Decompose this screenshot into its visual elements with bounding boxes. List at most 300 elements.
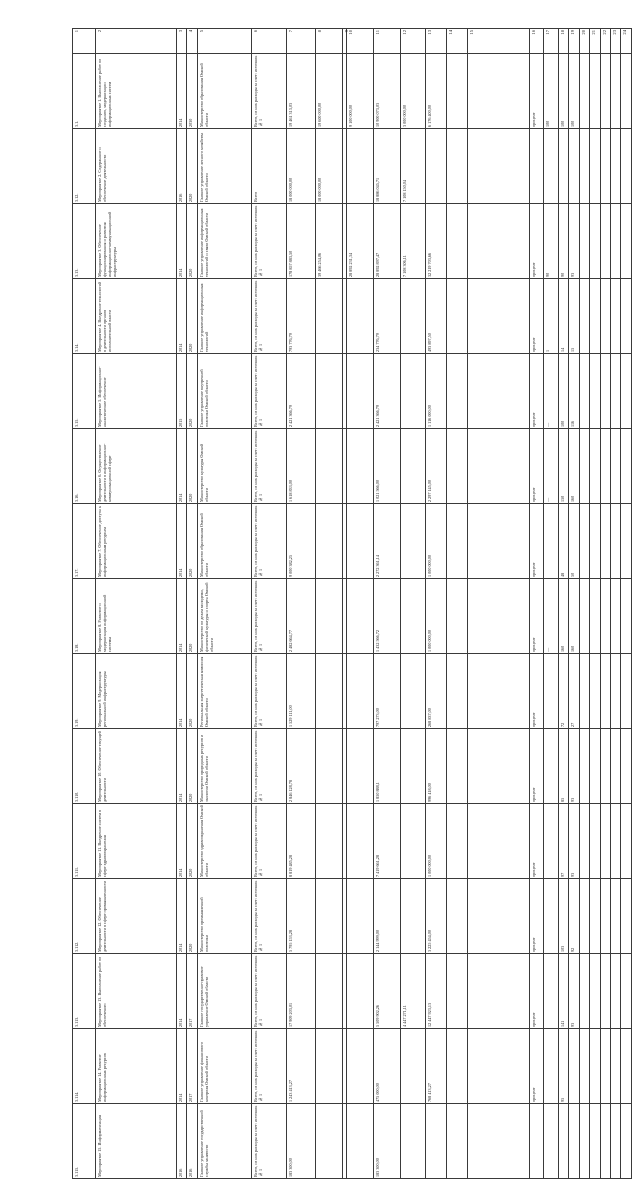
table-cell [621, 804, 632, 879]
table-row [73, 579, 632, 654]
cell-unit: процент [530, 112, 536, 127]
table-cell [197, 879, 251, 954]
table-cell [426, 654, 447, 729]
cell-exec: Главное государственно-правовое управление Омской области [198, 966, 209, 1027]
column-number-header [544, 29, 559, 54]
table-cell [446, 654, 467, 729]
cell-y2: 2020 [188, 193, 194, 202]
cell-e: 768 413,27 [427, 1083, 433, 1102]
table-cell [610, 804, 620, 879]
cell-total: 1 243 413,27 [287, 1080, 293, 1102]
table-cell [529, 54, 544, 129]
cell-name: Мероприятие 11. Внедрение систем в сфере здравоохранения [96, 810, 107, 877]
table-cell [426, 954, 447, 1029]
table-cell [446, 1029, 467, 1104]
table-cell [621, 1104, 632, 1179]
cell-no: 3.114. [74, 1091, 79, 1102]
cell-a [316, 1029, 318, 1103]
column-number-header [401, 29, 426, 54]
cell-c: 2 272 361,14 [375, 555, 381, 577]
table-cell [316, 654, 343, 729]
cell-y2: 2020 [188, 493, 194, 502]
cell-b [347, 879, 349, 953]
cell-y1: 2014 [177, 793, 183, 802]
cell-total: 17 909 203,01 [287, 1002, 293, 1027]
cell-b [347, 1029, 349, 1103]
column-number-label: 20 [580, 30, 586, 35]
table-cell [590, 879, 600, 954]
table-cell [569, 579, 579, 654]
cell-y1: 2014 [177, 268, 183, 277]
table-cell [73, 429, 96, 504]
table-cell [621, 1029, 632, 1104]
column-number-header [569, 29, 579, 54]
cell-name: Мероприятие 12. Обеспечение деятельности в сфере промышленности [96, 880, 107, 952]
table-cell [95, 1104, 176, 1179]
table-cell [569, 129, 579, 204]
table-cell [176, 429, 186, 504]
table-cell [600, 279, 610, 354]
table-cell [176, 129, 186, 204]
table-cell [590, 54, 600, 129]
column-number-header [176, 29, 186, 54]
table-cell [610, 54, 620, 129]
table-cell [544, 1104, 559, 1179]
table-cell [621, 354, 632, 429]
table-cell [251, 579, 286, 654]
cell-v1 [544, 954, 546, 1028]
table-cell [73, 729, 96, 804]
cell-src: Всего, из них расходы за счет: источник № 1 [252, 355, 263, 427]
cell-exec: Главное управление финансового контроля Омской области [198, 1042, 209, 1102]
table-cell [544, 879, 559, 954]
table-cell [529, 504, 544, 579]
table-cell [176, 1029, 186, 1104]
table-cell [529, 129, 544, 204]
table-cell [529, 954, 544, 1029]
cell-d [401, 279, 403, 353]
table-cell [579, 804, 589, 879]
cell-v3: 93 [570, 272, 576, 277]
table-cell [73, 279, 96, 354]
table-cell [286, 579, 315, 654]
table-cell [446, 579, 467, 654]
table-cell [251, 54, 286, 129]
table-cell [544, 204, 559, 279]
cell-v2: 72 [560, 722, 566, 727]
table-cell [374, 279, 401, 354]
table-cell [529, 1029, 544, 1104]
table-row [73, 1104, 632, 1179]
cell-a [316, 354, 318, 428]
table-cell [467, 1029, 529, 1104]
table-cell [426, 729, 447, 804]
cell-name: Мероприятие 14. Развитие информационных ресурсов [96, 1053, 107, 1102]
column-number-label: 12 [402, 30, 408, 35]
table-cell [197, 579, 251, 654]
table-cell [73, 54, 96, 129]
cell-y1: 2016 [177, 193, 183, 202]
table-cell [621, 429, 632, 504]
table-cell [95, 354, 176, 429]
column-number-label: 21 [591, 30, 597, 35]
table-row [73, 354, 632, 429]
cell-no: 3.112. [74, 941, 79, 952]
cell-c: 18 886 045,71 [375, 177, 381, 202]
table-cell [446, 204, 467, 279]
column-number-label: 13 [427, 30, 433, 35]
cell-y2: 2017 [188, 1018, 194, 1027]
cell-src: Всего, из них расходы за счет: источник № 1 [252, 1105, 263, 1177]
cell-a [316, 804, 318, 878]
table-cell [544, 279, 559, 354]
column-number-label: 18 [560, 30, 566, 35]
cell-c: 1 021 566,00 [375, 480, 381, 502]
table-cell [401, 654, 426, 729]
table-cell [600, 954, 610, 1029]
table-cell [426, 279, 447, 354]
table-cell [529, 654, 544, 729]
table-cell [95, 879, 176, 954]
cell-d [401, 429, 403, 503]
cell-name: Мероприятие 15. Информатизация [96, 1115, 102, 1177]
cell-no: 3.115. [74, 1166, 79, 1177]
column-number-header [579, 29, 589, 54]
cell-a [316, 429, 318, 503]
table-cell [426, 429, 447, 504]
cell-total: 2 421 366,79 [287, 405, 293, 427]
table-cell [401, 729, 426, 804]
cell-c: 2 421 366,79 [375, 405, 381, 427]
table-cell [600, 354, 610, 429]
column-number-header [187, 29, 197, 54]
column-number-header [251, 29, 286, 54]
cell-d [401, 654, 403, 728]
table-cell [286, 129, 315, 204]
table-cell [401, 204, 426, 279]
table-cell [621, 504, 632, 579]
table-cell [347, 1104, 374, 1179]
table-cell [579, 354, 589, 429]
table-cell [467, 279, 529, 354]
table-cell [559, 579, 569, 654]
table-cell [347, 429, 374, 504]
table-cell [95, 729, 176, 804]
table-cell [559, 129, 569, 204]
column-number-header [559, 29, 569, 54]
cell-b: 9 100 000,00 [348, 105, 354, 127]
table-cell [187, 729, 197, 804]
cell-v1 [544, 804, 546, 878]
cell-total: 19 461 313,03 [287, 102, 293, 127]
cell-e: 493 897,50 [427, 333, 433, 352]
table-cell [251, 654, 286, 729]
table-cell [401, 1104, 426, 1179]
cell-no: 3.14. [74, 343, 79, 352]
cell-d [401, 504, 403, 578]
table-cell [621, 654, 632, 729]
table-cell [176, 354, 186, 429]
table-cell [426, 354, 447, 429]
column-number-label: 24 [622, 30, 628, 35]
cell-unit: процент [530, 562, 536, 577]
cell-b [347, 129, 349, 203]
table-cell [374, 1104, 401, 1179]
column-number-header [374, 29, 401, 54]
table-cell [529, 579, 544, 654]
table-cell [590, 129, 600, 204]
cell-b [347, 579, 349, 653]
table-row [73, 1029, 632, 1104]
table-cell [610, 279, 620, 354]
table-cell [569, 1029, 579, 1104]
table-cell [374, 954, 401, 1029]
table-row [73, 204, 632, 279]
table-cell [467, 1104, 529, 1179]
cell-total: 793 776,79 [287, 333, 293, 352]
column-number-label: 10 [348, 30, 354, 35]
cell-exec: Министерство природных ресурсов и экологии Омской области [198, 734, 209, 802]
cell-y2: 2020 [188, 943, 194, 952]
cell-exec: Главное управление информационных технологий [198, 283, 209, 352]
table-cell [374, 354, 401, 429]
cell-name: Мероприятие 5. Информационно-аналитическое обеспечение [96, 366, 107, 427]
table-cell [621, 579, 632, 654]
table-cell [559, 654, 569, 729]
table-cell [579, 54, 589, 129]
cell-a [316, 1104, 318, 1178]
rotated-budget-table [72, 28, 632, 1177]
table-cell [559, 804, 569, 879]
table-cell [610, 354, 620, 429]
table-cell [467, 54, 529, 129]
column-number-header [95, 29, 176, 54]
table-cell [73, 504, 96, 579]
table-cell [621, 54, 632, 129]
table-cell [95, 1029, 176, 1104]
cell-total: 9 000 382,25 [287, 555, 293, 577]
cell-b [347, 729, 349, 803]
cell-v1: — [545, 647, 551, 652]
table-cell [347, 54, 374, 129]
cell-a [316, 879, 318, 953]
cell-y1: 2014 [177, 568, 183, 577]
cell-no: 3.12. [74, 193, 79, 202]
table-row [73, 129, 632, 204]
column-number-label: 6 [252, 30, 258, 33]
table-cell [316, 804, 343, 879]
cell-total: 2 846 128,78 [287, 780, 293, 802]
cell-v1: 90 [545, 272, 551, 277]
table-cell [610, 579, 620, 654]
cell-unit: процент [530, 412, 536, 427]
table-row [73, 954, 632, 1029]
table-cell [251, 1029, 286, 1104]
column-number-header [610, 29, 620, 54]
table-cell [529, 204, 544, 279]
table-cell [559, 729, 569, 804]
cell-y1: 2014 [177, 1018, 183, 1027]
table-cell [316, 729, 343, 804]
column-number-header [426, 29, 447, 54]
table-cell [600, 54, 610, 129]
table-cell [401, 804, 426, 879]
cell-total: 2 482 664,77 [287, 630, 293, 652]
table-cell [529, 1104, 544, 1179]
table-cell [197, 1104, 251, 1179]
cell-v2: 160 [560, 645, 566, 652]
table-cell [73, 204, 96, 279]
cell-d: 4 447 271,11 [402, 1005, 408, 1027]
table-cell [197, 1029, 251, 1104]
cell-unit: процент [530, 937, 536, 952]
column-number-header [529, 29, 544, 54]
table-cell [187, 1104, 197, 1179]
column-number-header [590, 29, 600, 54]
cell-v2: 48 [560, 572, 566, 577]
table-cell [544, 354, 559, 429]
table-cell [251, 204, 286, 279]
cell-no: 3.16. [74, 493, 79, 502]
cell-d: 3 000 000,00 [402, 105, 408, 127]
cell-e: 12 447 923,13 [427, 1002, 433, 1027]
cell-total: 1 529 111,00 [287, 705, 293, 727]
cell-c: 183 300,00 [375, 1158, 381, 1177]
table-cell [251, 354, 286, 429]
table-cell [286, 954, 315, 1029]
cell-v1 [544, 129, 546, 203]
table-cell [197, 129, 251, 204]
cell-y1: 2014 [177, 343, 183, 352]
cell-e: 1 000 000,00 [427, 555, 433, 577]
table-cell [610, 954, 620, 1029]
cell-y1: 2014 [177, 493, 183, 502]
table-cell [569, 1104, 579, 1179]
cell-b [347, 954, 349, 1028]
cell-y2: 2020 [188, 268, 194, 277]
table-cell [73, 954, 96, 1029]
table-cell [347, 654, 374, 729]
column-number-label: 9 [344, 30, 350, 33]
cell-total: 18 000 000,00 [287, 177, 293, 202]
cell-name: Мероприятие 2. Содержание и обеспечение деятельности [96, 147, 107, 202]
column-number-header [600, 29, 610, 54]
table-cell [426, 879, 447, 954]
table-cell [559, 954, 569, 1029]
column-number-label: 23 [611, 30, 617, 35]
cell-y2: 2016 [188, 1168, 194, 1177]
table-cell [286, 354, 315, 429]
cell-no: 3.113. [74, 1016, 79, 1027]
cell-c: 28 892 897,47 [375, 252, 381, 277]
cell-exec: Главное управление информационных технологий и связи Омской области [198, 208, 209, 277]
cell-d [401, 1104, 403, 1178]
table-cell [176, 879, 186, 954]
cell-y2: 2020 [188, 568, 194, 577]
table-cell [176, 54, 186, 129]
cell-no: 3.13. [74, 268, 79, 277]
cell-c: 10 900 073,03 [375, 102, 381, 127]
cell-src: Всего, из них расходы за счет: источник № 1 [252, 580, 263, 652]
table-cell [559, 504, 569, 579]
cell-total: 183 300,00 [287, 1158, 293, 1177]
table-cell [73, 879, 96, 954]
cell-unit: процент [530, 1012, 536, 1027]
table-cell [187, 204, 197, 279]
cell-exec: Министерство культуры Омской области [198, 443, 209, 502]
cell-y1: 2016 [177, 1168, 183, 1177]
table-cell [569, 729, 579, 804]
table-cell [559, 354, 569, 429]
table-cell [569, 954, 579, 1029]
cell-unit: процент [530, 1087, 536, 1102]
cell-v2: 103 [560, 945, 566, 952]
table-cell [316, 879, 343, 954]
cell-y2: 2020 [188, 793, 194, 802]
table-cell [187, 954, 197, 1029]
table-cell [95, 129, 176, 204]
cell-src: Всего, из них расходы за счет: источник № 1 [252, 505, 263, 577]
table-cell [374, 729, 401, 804]
cell-exec: Министерство здравоохранения Омской области [198, 805, 209, 877]
table-cell [73, 654, 96, 729]
table-cell [579, 654, 589, 729]
cell-d: 7 108 306,11 [402, 255, 408, 277]
table-cell [187, 654, 197, 729]
table-cell [316, 279, 343, 354]
table-cell [579, 954, 589, 1029]
table-cell [176, 954, 186, 1029]
table-cell [544, 654, 559, 729]
table-cell [347, 504, 374, 579]
table-cell [446, 1104, 467, 1179]
table-cell [569, 654, 579, 729]
cell-e [426, 129, 428, 203]
cell-v3: 160 [570, 645, 576, 652]
table-cell [426, 504, 447, 579]
cell-unit [530, 1104, 532, 1178]
cell-a [316, 504, 318, 578]
cell-exec: Министерство образования Омской области [198, 513, 209, 577]
table-cell [316, 204, 343, 279]
table-cell [187, 129, 197, 204]
table-cell [529, 879, 544, 954]
cell-a [316, 579, 318, 653]
cell-v3 [569, 1104, 571, 1178]
table-cell [590, 729, 600, 804]
table-cell [579, 1104, 589, 1179]
column-number-label: 19 [570, 30, 576, 35]
table-cell [426, 1029, 447, 1104]
table-cell [286, 804, 315, 879]
table-cell [187, 354, 197, 429]
cell-a: 39 466 254,06 [317, 252, 323, 277]
table-cell [176, 504, 186, 579]
table-cell [467, 579, 529, 654]
table-cell [610, 1104, 620, 1179]
table-cell [197, 354, 251, 429]
table-cell [286, 729, 315, 804]
cell-unit: процент [530, 637, 536, 652]
table-cell [579, 129, 589, 204]
table-cell [529, 429, 544, 504]
table-cell [73, 1029, 96, 1104]
table-cell [347, 129, 374, 204]
cell-v2 [559, 1104, 561, 1178]
table-cell [569, 429, 579, 504]
table-cell [559, 204, 569, 279]
table-cell [544, 954, 559, 1029]
